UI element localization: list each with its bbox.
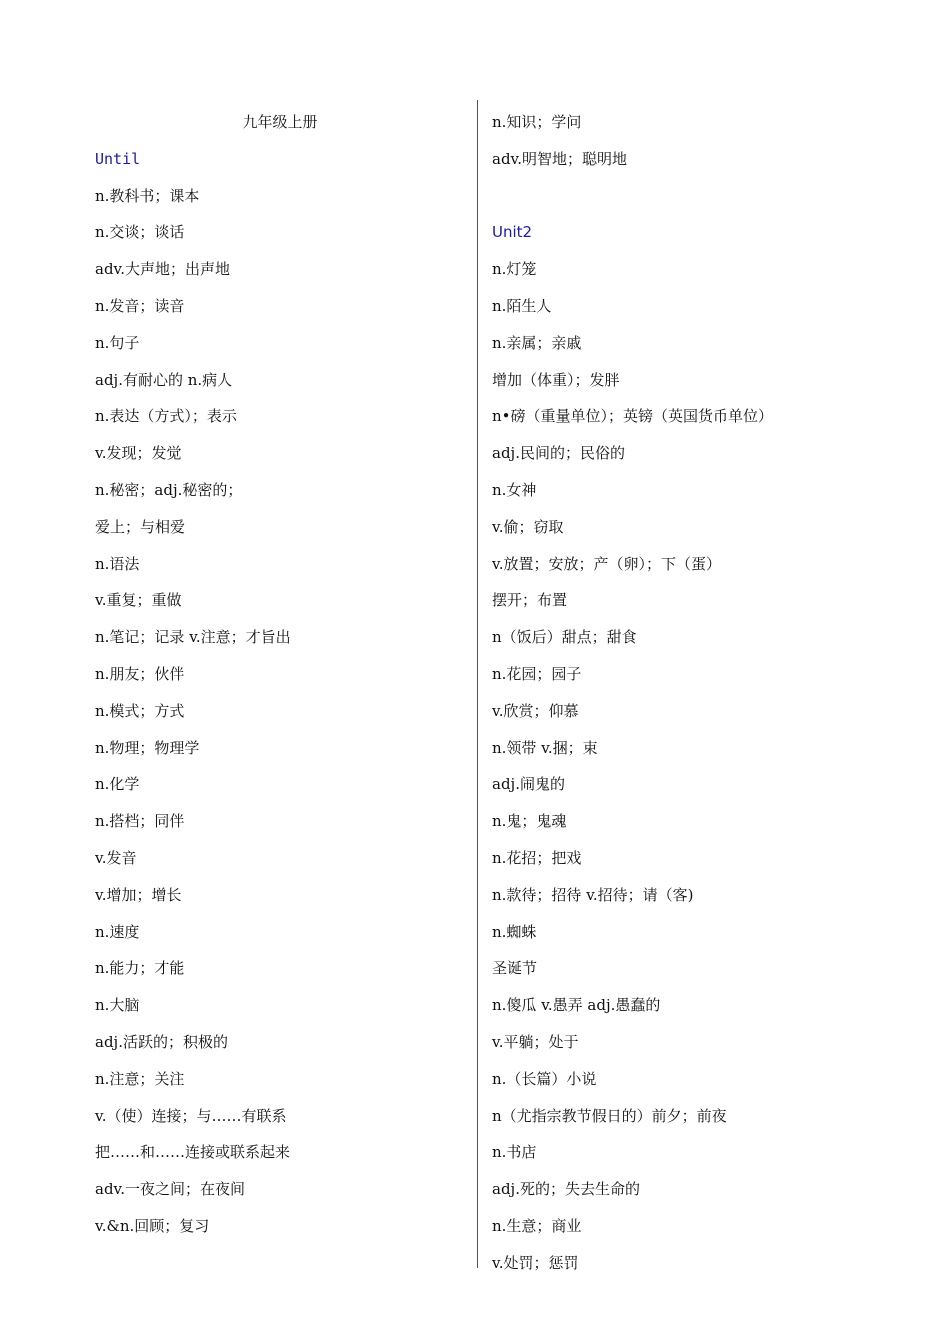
vocab-entry: n.陌生人 [492, 296, 552, 315]
vocab-entry: n.物理；物理学 [95, 738, 200, 757]
vocab-entry: n.搭档；同伴 [95, 812, 185, 831]
vocab-entry: n.注意；关注 [95, 1069, 185, 1088]
vocab-entry: n（尤指宗教节假日的）前夕；前夜 [492, 1106, 727, 1125]
vocab-entry: n.能力；才能 [95, 959, 185, 978]
vocab-entry: adv.一夜之间；在夜间 [95, 1180, 246, 1199]
vocab-entry: adv.明智地；聪明地 [492, 149, 628, 168]
vocab-entry: v.欣赏；仰慕 [492, 701, 579, 720]
vocab-entry: n.鬼；鬼魂 [492, 812, 567, 831]
left-entry-list [95, 178, 465, 1245]
vocab-entry: n.（长篇）小说 [492, 1069, 597, 1088]
vocab-entry: adv.大声地；出声地 [95, 260, 231, 279]
vocab-entry: v.发现；发觉 [95, 444, 182, 463]
vocab-entry: n.书店 [492, 1143, 537, 1162]
vocab-entry: n.灯笼 [492, 260, 537, 279]
vocab-entry: 摆开；布置 [492, 591, 568, 610]
vocab-entry: adj.闹鬼的 [492, 775, 565, 794]
right-column [492, 104, 912, 1282]
vocab-entry: n.女神 [492, 480, 537, 499]
vocab-entry: n.款待；招待 v.招待；请（客) [492, 885, 694, 904]
unit-heading-1: Until [95, 149, 141, 168]
right-entry-list [492, 251, 912, 1281]
vocab-entry: v.（使）连接；与……有联系 [95, 1106, 287, 1125]
vocab-entry: n.交谈；谈话 [95, 223, 185, 242]
vocab-entry: n.发音；读音 [95, 296, 185, 315]
vocab-entry: n.速度 [95, 922, 140, 941]
vocab-entry: n.秘密；adj.秘密的； [95, 480, 243, 499]
vocab-entry: v.增加；增长 [95, 885, 182, 904]
vocab-entry: n.化学 [95, 775, 140, 794]
vocab-entry: n.花招；把戏 [492, 848, 582, 867]
vocab-entry: v.平躺；处于 [492, 1032, 579, 1051]
vocab-entry: adj.有耐心的 n.病人 [95, 370, 233, 389]
vocab-entry: 增加（体重）；发胖 [492, 370, 620, 389]
vocab-entry: adj.死的；失去生命的 [492, 1180, 640, 1199]
vocab-entry: n.笔记；记录 v.注意；才旨出 [95, 628, 291, 647]
vocab-entry: n.模式；方式 [95, 701, 185, 720]
vocab-entry: n•磅（重量单位）；英镑（英国货币单位） [492, 407, 774, 426]
vocab-entry: v.&n.回顾；复习 [95, 1216, 210, 1235]
vocab-entry: 爱上；与相爱 [95, 517, 186, 536]
column-divider [477, 100, 478, 1268]
vocab-entry: adj.活跃的；积极的 [95, 1032, 228, 1051]
vocab-entry: 把……和……连接或联系起来 [95, 1143, 291, 1162]
vocab-entry: v.处罚；惩罚 [492, 1253, 579, 1272]
vocab-entry: n.知识；学问 [492, 113, 582, 131]
vocab-entry: n.蜘蛛 [492, 922, 537, 941]
vocab-entry: n.领带 v.捆；束 [492, 738, 598, 757]
vocab-entry: n.亲属；亲戚 [492, 333, 582, 352]
right-top-entry-list [492, 104, 912, 178]
vocab-entry: n.花园；园子 [492, 664, 582, 683]
vocab-entry: n.大脑 [95, 996, 140, 1015]
left-column [95, 104, 465, 1245]
vocab-entry: v.发音 [95, 848, 137, 867]
vocab-entry: v.放置；安放；产（卵）；下（蛋） [492, 554, 721, 573]
vocab-entry: n.生意；商业 [492, 1216, 582, 1235]
vocab-entry: 圣诞节 [492, 959, 538, 978]
vocab-entry: n.教科书；课本 [95, 186, 200, 205]
spacer [492, 178, 912, 215]
vocab-entry: n.语法 [95, 554, 140, 573]
vocab-entry: n.傻瓜 v.愚弄 adj.愚蠢的 [492, 996, 661, 1015]
vocab-entry: n.表达（方式）；表示 [95, 407, 237, 426]
vocab-entry: v.重复；重做 [95, 591, 182, 610]
vocab-entry: n.朋友；伙伴 [95, 664, 185, 683]
vocab-entry: n（饭后）甜点；甜食 [492, 628, 637, 647]
vocab-entry: v.偷；窃取 [492, 517, 564, 536]
vocab-entry: adj.民间的；民俗的 [492, 444, 625, 463]
unit-heading-2: Unit2 [492, 223, 533, 242]
page-title: 九年级上册 [242, 113, 318, 131]
vocab-entry: n.句子 [95, 333, 140, 352]
